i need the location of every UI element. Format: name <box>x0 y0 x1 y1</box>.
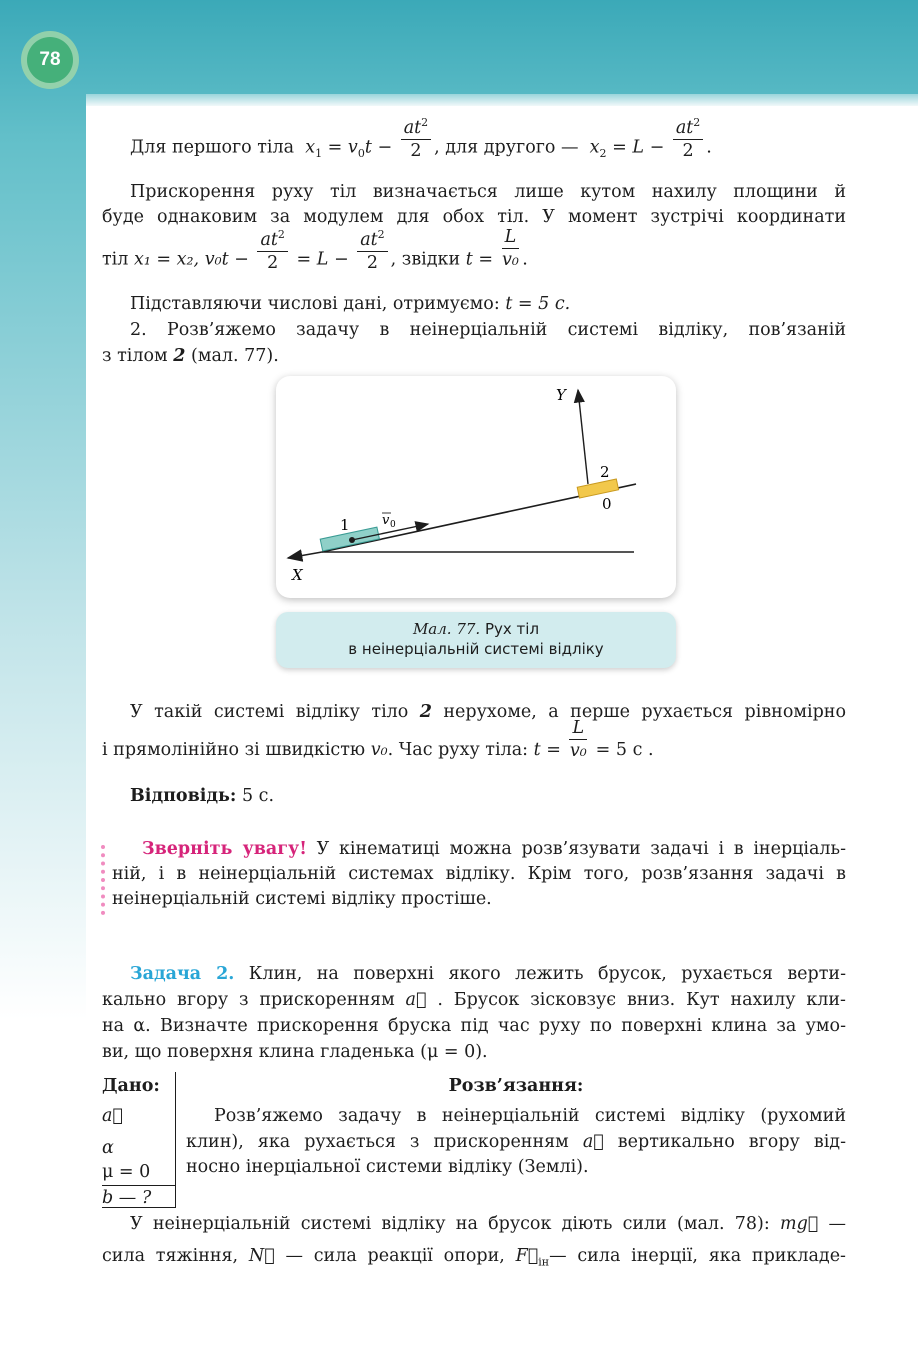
formula: v₀t − <box>204 249 249 270</box>
paragraph-line <box>102 1244 846 1275</box>
paragraph-line <box>102 344 846 368</box>
formula: v₀ <box>370 740 388 760</box>
solution-line: Розв’яжемо задачу в неінерціальній системі відліку (рухомий <box>214 1106 846 1126</box>
var-x: x <box>305 137 316 158</box>
den: 2 <box>682 140 694 161</box>
paragraph-line <box>102 1212 846 1236</box>
vector-a: a⃗ <box>405 990 427 1010</box>
text-span: Клин, на поверхні якого лежить брусок, рухається верти- <box>248 964 846 984</box>
text-span: У такій системі відліку тіло <box>130 702 409 722</box>
paragraph-line <box>102 700 846 724</box>
var-x: x <box>589 137 600 158</box>
note-label: Зверніть увагу! <box>142 839 307 859</box>
formula-line-2 <box>102 227 846 274</box>
text-span: нерухоме, а перше рухається рівномірно <box>443 702 846 722</box>
formula-line-3 <box>102 718 846 762</box>
num: at <box>360 229 378 250</box>
num: L <box>502 226 520 249</box>
figure-drawing <box>276 376 676 598</box>
minus: − <box>377 137 393 158</box>
text-span: і прямолінійно зі швидкістю <box>102 740 366 760</box>
x-axis-label: X <box>292 566 303 584</box>
given-divider <box>175 1072 176 1208</box>
vector-N: N⃗ <box>248 1246 275 1266</box>
result: = 5 с . <box>595 740 654 760</box>
origin-label: 0 <box>602 495 612 513</box>
result: t = 5 с. <box>505 294 571 314</box>
text-span: — сила інерції, яка прикладе- <box>549 1246 846 1266</box>
fraction-L-v0 <box>569 717 587 762</box>
num: at <box>403 117 422 138</box>
caption-line-2: в неінерціальній системі відліку <box>348 640 604 658</box>
text-span: вертикально вгору від- <box>617 1132 846 1152</box>
given-item: α <box>102 1138 114 1158</box>
given-title: Дано: <box>102 1076 160 1096</box>
minus: − <box>333 249 349 270</box>
note-line: ній, і в неінерціальній системах відліку. Крім того, розв’язання задачі в <box>112 864 846 884</box>
body-1-label: 1 <box>340 516 350 534</box>
given-rule <box>102 1185 175 1186</box>
minus: − <box>649 137 665 158</box>
sub: 2 <box>599 146 607 160</box>
fraction-at2-2 <box>257 224 287 274</box>
caption-text: Рух тіл <box>484 620 540 638</box>
text-span: Підставляючи числові дані, отримуємо: <box>130 294 500 314</box>
task-line: ви, що поверхня клина гладенька (μ = 0). <box>102 1042 488 1062</box>
task-line: на α. Визначте прискорення бруска під час руху по поверхні клина за умо- <box>102 1016 846 1036</box>
note-line: неінерціальній системі відліку простіше. <box>112 889 492 909</box>
page-number: 78 <box>39 49 61 70</box>
var-L: L <box>632 137 644 158</box>
formula: t = <box>533 740 561 760</box>
text-span: тіл <box>102 249 129 270</box>
text-span: 2 <box>173 346 186 366</box>
sup: 2 <box>693 116 701 129</box>
text-span: , для другого — <box>434 137 579 158</box>
figure-caption <box>276 612 676 668</box>
note-line <box>112 837 846 861</box>
dot: . <box>522 249 528 270</box>
vector-F: F⃗ <box>515 1246 539 1266</box>
paragraph-line: буде однаковим за модулем для обох тіл. У момент зустрічі координати <box>102 207 846 227</box>
formula: x₁ = x₂, <box>133 249 200 270</box>
text-span: Для першого тіла <box>130 137 295 158</box>
formula-line-1 <box>130 116 846 166</box>
given-item: a⃗ <box>102 1106 123 1126</box>
v0-label: v <box>382 513 390 528</box>
text-span: клин), яка рухається з прискоренням <box>186 1132 569 1152</box>
vector-a: a⃗ <box>582 1132 604 1152</box>
solution-line <box>186 1130 846 1154</box>
y-axis-arrow <box>578 390 588 484</box>
task-line <box>102 988 846 1012</box>
v0-sub: 0 <box>390 520 396 530</box>
solution-line: носно інерціальної системи відліку (Землі). <box>186 1157 589 1177</box>
page-number-badge <box>10 30 90 90</box>
num: L <box>569 717 587 740</box>
note-dotted-marker <box>101 845 109 915</box>
given-rule <box>102 1207 175 1208</box>
sup: 2 <box>377 228 385 241</box>
fraction-at2-2 <box>357 224 387 274</box>
text-span: У неінерціальній системі відліку на брусок діють сили (мал. 78): <box>130 1214 770 1234</box>
paragraph-line: 2. Розв’яжемо задачу в неінерціальній системі відліку, пов’язаній <box>130 320 846 340</box>
text-span: кально вгору з прискоренням <box>102 990 395 1010</box>
text-span: — сила реакції опори, <box>285 1246 505 1266</box>
text-span: . Брусок зісковзує вниз. Кут нахилу кли- <box>437 990 846 1010</box>
task-label: Задача 2. <box>130 964 235 984</box>
dot: . <box>706 137 712 158</box>
x-axis-arrow <box>288 552 322 558</box>
sup: 2 <box>277 228 285 241</box>
body-2 <box>577 479 618 498</box>
text-span: , звідки <box>390 249 461 270</box>
equals: = <box>612 137 627 158</box>
find-item: b — ? <box>102 1188 152 1208</box>
sup: 2 <box>421 116 429 129</box>
paragraph-line <box>102 292 846 316</box>
sub: 0 <box>357 146 365 160</box>
var-L: L <box>316 249 329 270</box>
fraction-at2-2 <box>401 112 431 162</box>
text-span: сила тяжіння, <box>102 1246 239 1266</box>
den: 2 <box>366 252 378 273</box>
formula: t = <box>465 249 493 270</box>
den: v₀ <box>501 250 519 271</box>
num: at <box>260 229 278 250</box>
paragraph-line: Прискорення руху тіл визначається лише кутом нахилу площини й <box>130 182 846 202</box>
var-v: v <box>347 137 358 158</box>
text-span: з тілом <box>102 346 168 366</box>
var-t: t <box>364 137 372 158</box>
figure-77 <box>276 376 676 598</box>
equals: = <box>327 137 343 158</box>
task-line <box>102 962 846 986</box>
num: at <box>675 117 694 138</box>
fraction-at2-2 <box>673 112 703 162</box>
text-span: — <box>828 1214 846 1234</box>
caption-prefix: Мал. 77. <box>412 620 481 638</box>
solution-title: Розв’язання: <box>448 1076 584 1096</box>
caption-line-1 <box>276 619 676 639</box>
text-span: (мал. 77). <box>191 346 279 366</box>
text-span: . Час руху тіла: <box>387 740 529 760</box>
den: v₀ <box>569 741 587 761</box>
sub: 1 <box>315 146 323 160</box>
answer-value: 5 с. <box>241 786 275 806</box>
given-item: μ = 0 <box>102 1162 151 1182</box>
equals: = <box>296 249 312 270</box>
den: 2 <box>410 140 422 161</box>
den: 2 <box>267 252 279 273</box>
y-axis-label: Y <box>556 386 566 404</box>
body-2-label: 2 <box>600 463 610 481</box>
answer-label: Відповідь: <box>130 786 237 806</box>
answer-line <box>102 784 846 808</box>
text-span: У кінематиці можна розв’язувати задачі і в інерціаль- <box>316 839 846 859</box>
text-span: 2 <box>419 702 432 722</box>
sub: ін <box>538 1255 550 1269</box>
vector-mg: mg⃗ <box>779 1214 819 1234</box>
fraction-L-v0 <box>502 226 520 271</box>
